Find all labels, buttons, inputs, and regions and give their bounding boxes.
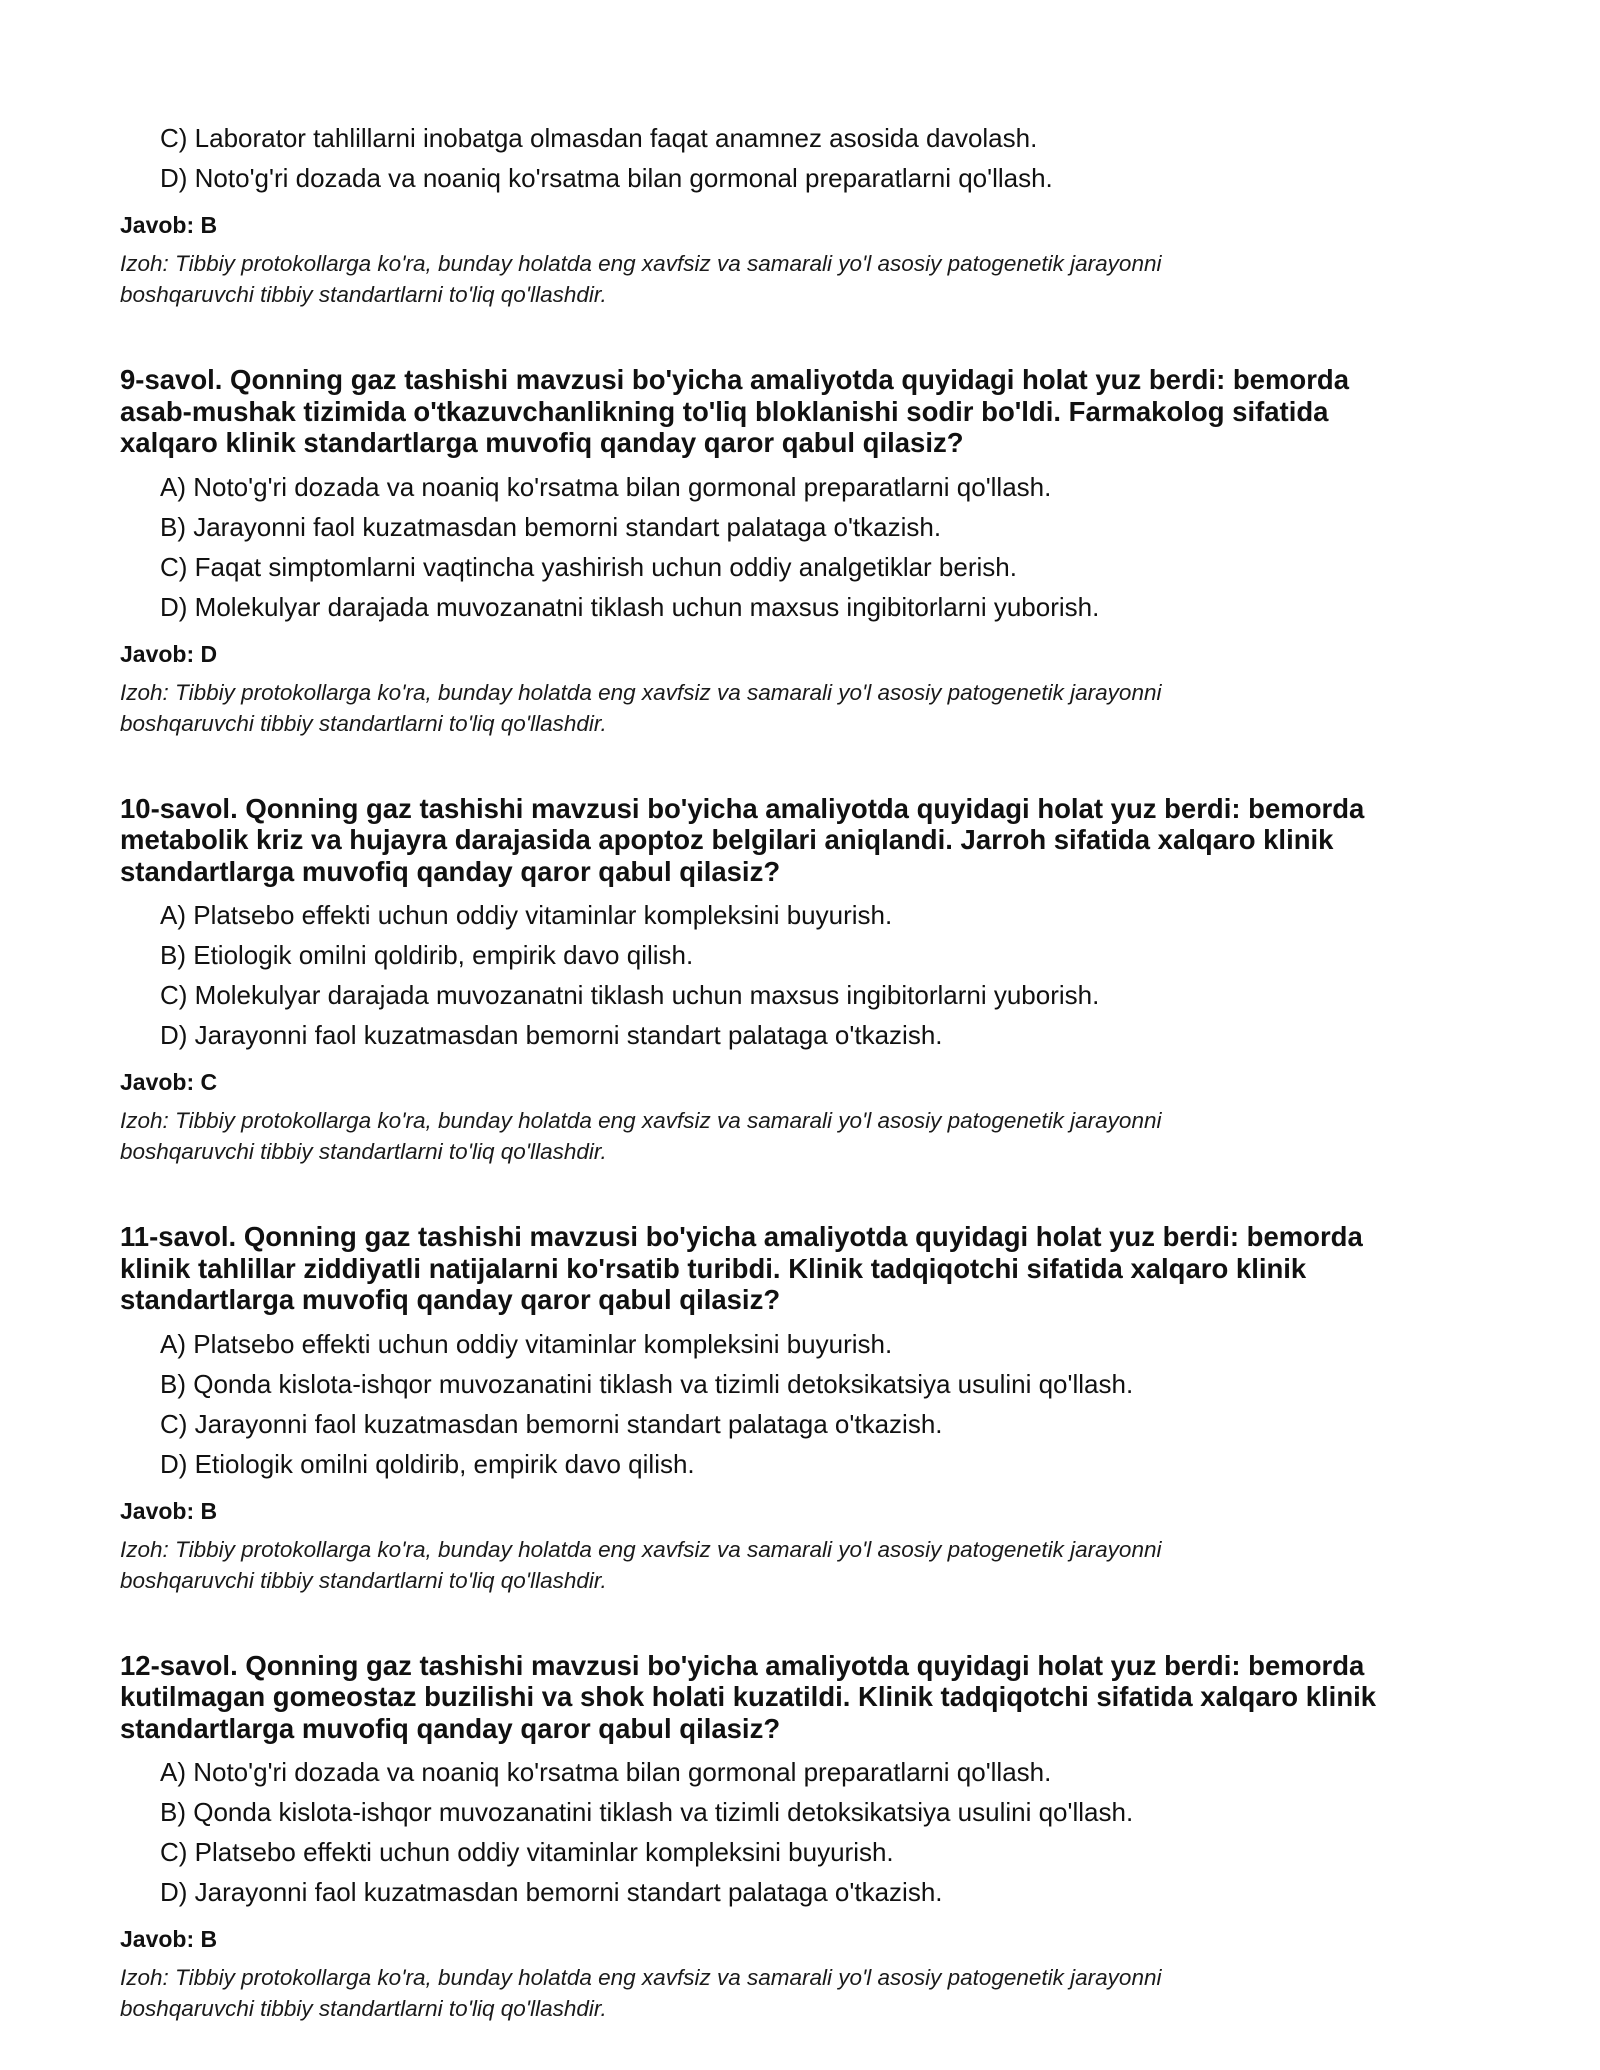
correct-answer: Javob: D <box>120 640 218 667</box>
question-10 <box>120 793 1460 1168</box>
document-page <box>120 118 1460 2024</box>
question-text <box>120 793 1460 888</box>
explanation-note <box>120 1962 1460 2024</box>
explanation-line: Izoh: Tibbiy protokollarga ko'ra, bunday holatda eng xavfsiz va samarali yo'l asosiy patogenetik jarayonni <box>120 1536 1162 1562</box>
answer-option-b: B) Jarayonni faol kuzatmasdan bemorni standart palataga o'tkazish. <box>160 511 942 542</box>
explanation-line: boshqaruvchi tibbiy standartlarni to'liq qo'llashdir. <box>120 1996 607 2021</box>
question-8-continuation <box>120 118 1460 310</box>
answer-option-b: B) Qonda kislota-ishqor muvozanatini tiklash va tizimli detoksikatsiya usulini qo'llash. <box>160 1368 1134 1399</box>
question-line: standartlarga muvofiq qanday qaror qabul qilasiz? <box>120 1712 781 1744</box>
answer-option-b: B) Etiologik omilni qoldirib, empirik davo qilish. <box>160 940 694 970</box>
question-text <box>120 1221 1460 1316</box>
correct-answer: Javob: B <box>120 1926 218 1952</box>
answer-option-d: D) Molekulyar darajada muvozanatni tiklash uchun maxsus ingibitorlarni yuborish. <box>160 591 1100 622</box>
question-11 <box>120 1221 1460 1596</box>
answer-option-a: A) Noto'g'ri dozada va noaniq ko'rsatma bilan gormonal preparatlarni qo'llash. <box>160 1757 1052 1787</box>
explanation-note <box>120 1105 1460 1167</box>
explanation-note <box>120 677 1460 739</box>
explanation-line: Izoh: Tibbiy protokollarga ko'ra, bunday holatda eng xavfsiz va samarali yo'l asosiy patogenetik jarayonni <box>120 1965 1162 1990</box>
question-line: kutilmagan gomeostaz buzilishi va shok holati kuzatildi. Klinik tadqiqotchi sifatida xalqaro klinik <box>120 1681 1377 1712</box>
answer-option-d: D) Jarayonni faol kuzatmasdan bemorni standart palataga o'tkazish. <box>160 1020 943 1050</box>
explanation-line: boshqaruvchi tibbiy standartlarni to'liq qo'llashdir. <box>120 710 607 736</box>
answer-option-c: C) Platsebo effekti uchun oddiy vitaminlar kompleksini buyurish. <box>160 1837 894 1867</box>
explanation-line: boshqaruvchi tibbiy standartlarni to'liq qo'llashdir. <box>120 1567 607 1593</box>
explanation-line: Izoh: Tibbiy protokollarga ko'ra, bunday holatda eng xavfsiz va samarali yo'l asosiy patogenetik jarayonni <box>120 1108 1162 1133</box>
answer-option-a: A) Noto'g'ri dozada va noaniq ko'rsatma bilan gormonal preparatlarni qo'llash. <box>160 471 1052 502</box>
question-line: standartlarga muvofiq qanday qaror qabul qilasiz? <box>120 855 781 887</box>
explanation-line: boshqaruvchi tibbiy standartlarni to'liq qo'llashdir. <box>120 1139 607 1164</box>
explanation-note <box>120 248 1460 310</box>
correct-answer: Javob: B <box>120 1497 218 1524</box>
answer-option-a: A) Platsebo effekti uchun oddiy vitaminlar kompleksini buyurish. <box>160 900 893 930</box>
question-9 <box>120 364 1460 739</box>
answer-option-d: D) Noto'g'ri dozada va noaniq ko'rsatma bilan gormonal preparatlarni qo'llash. <box>160 163 1053 193</box>
question-line: klinik tahlillar ziddiyatli natijalarni ko'rsatib turibdi. Klinik tadqiqotchi sifatida xalqaro klinik <box>120 1252 1307 1284</box>
explanation-line: Izoh: Tibbiy protokollarga ko'ra, bunday holatda eng xavfsiz va samarali yo'l asosiy patogenetik jarayonni <box>120 679 1162 705</box>
answer-option-c: C) Laborator tahlillarni inobatga olmasdan faqat anamnez asosida davolash. <box>160 123 1038 153</box>
question-line: standartlarga muvofiq qanday qaror qabul qilasiz? <box>120 1284 781 1315</box>
question-line: xalqaro klinik standartlarga muvofiq qanday qaror qabul qilasiz? <box>120 427 964 458</box>
explanation-note <box>120 1534 1460 1596</box>
correct-answer: Javob: C <box>120 1069 218 1095</box>
explanation-line: boshqaruvchi tibbiy standartlarni to'liq qo'llashdir. <box>120 282 607 307</box>
answer-option-d: D) Jarayonni faol kuzatmasdan bemorni standart palataga o'tkazish. <box>160 1877 943 1907</box>
question-line: metabolik kriz va hujayra darajasida apoptoz belgilari aniqlandi. Jarroh sifatida xalqaro klinik <box>120 824 1334 855</box>
answer-option-c: C) Faqat simptomlarni vaqtincha yashirish uchun oddiy analgetiklar berish. <box>160 551 1017 582</box>
answer-option-b: B) Qonda kislota-ishqor muvozanatini tiklash va tizimli detoksikatsiya usulini qo'llash. <box>160 1797 1134 1827</box>
answer-option-a: A) Platsebo effekti uchun oddiy vitaminlar kompleksini buyurish. <box>160 1328 893 1359</box>
answer-option-d: D) Etiologik omilni qoldirib, empirik davo qilish. <box>160 1448 695 1479</box>
question-line: 9-savol. Qonning gaz tashishi mavzusi bo'yicha amaliyotda quyidagi holat yuz berdi: bemorda <box>120 364 1350 395</box>
question-line: 10-savol. Qonning gaz tashishi mavzusi bo'yicha amaliyotda quyidagi holat yuz berdi: bemorda <box>120 792 1365 824</box>
question-line: 12-savol. Qonning gaz tashishi mavzusi bo'yicha amaliyotda quyidagi holat yuz berdi: bemorda <box>120 1649 1365 1681</box>
question-text <box>120 364 1460 459</box>
answer-option-c: C) Molekulyar darajada muvozanatni tiklash uchun maxsus ingibitorlarni yuborish. <box>160 980 1100 1010</box>
explanation-line: Izoh: Tibbiy protokollarga ko'ra, bunday holatda eng xavfsiz va samarali yo'l asosiy patogenetik jarayonni <box>120 251 1162 276</box>
question-line: 11-savol. Qonning gaz tashishi mavzusi bo'yicha amaliyotda quyidagi holat yuz berdi: bemorda <box>120 1221 1363 1252</box>
question-12 <box>120 1650 1460 2025</box>
correct-answer: Javob: B <box>120 212 218 238</box>
question-line: asab-mushak tizimida o'tkazuvchanlikning to'liq bloklanishi sodir bo'ldi. Farmakolog sifatida <box>120 395 1329 427</box>
answer-option-c: C) Jarayonni faol kuzatmasdan bemorni standart palataga o'tkazish. <box>160 1408 943 1439</box>
question-text <box>120 1650 1460 1745</box>
